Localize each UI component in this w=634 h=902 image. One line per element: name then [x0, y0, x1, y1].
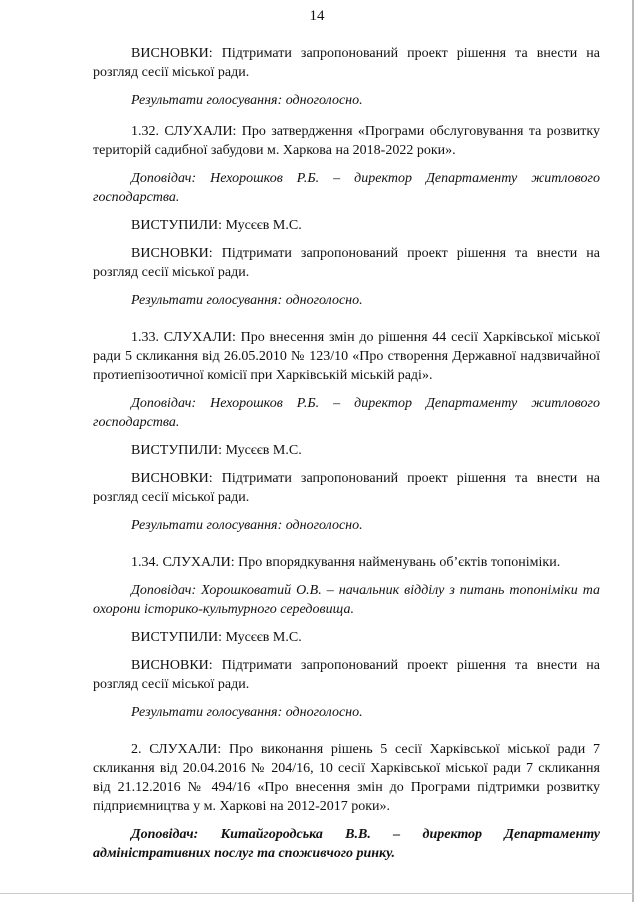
agenda-item-1-33: 1.33. СЛУХАЛИ: Про внесення змін до рішення 44 сесії Харківської міської ради 5 скликання від 26.05.2010 № 123/10 «Про створення Державної надзвичайної протиепізоотичної комісії при Харківській міській раді». — [93, 330, 600, 383]
conclusion-paragraph: ВИСНОВКИ: Підтримати запропонований проект рішення та внести на розгляд сесії міської ради. — [93, 658, 600, 692]
voting-result: Результати голосування: одноголосно. — [131, 93, 363, 108]
conclusion-paragraph: ВИСНОВКИ: Підтримати запропонований проект рішення та внести на розгляд сесії міської ради. — [93, 246, 600, 280]
scan-edge-bottom — [0, 893, 634, 894]
agenda-item-1-32: 1.32. СЛУХАЛИ: Про затвердження «Програми обслуговування та розвитку територій садибної забудови м. Харкова на 2018-2022 роки». — [93, 124, 600, 158]
speakers-paragraph: ВИСТУПИЛИ: Мусєєв М.С. — [131, 630, 302, 645]
page-number: 14 — [309, 8, 325, 24]
speaker-paragraph: Доповідач: Хорошковатий О.В. – начальник відділу з питань топоніміки та охорони історико-культурного середовища. — [93, 583, 600, 617]
agenda-item-1-34: 1.34. СЛУХАЛИ: Про впорядкування найменувань об’єктів топоніміки. — [131, 555, 561, 570]
speakers-paragraph: ВИСТУПИЛИ: Мусєєв М.С. — [131, 218, 302, 233]
voting-result: Результати голосування: одноголосно. — [131, 518, 363, 533]
speaker-paragraph: Доповідач: Нехорошков Р.Б. – директор Департаменту житлового господарства. — [93, 396, 600, 430]
voting-result: Результати голосування: одноголосно. — [131, 293, 363, 308]
speaker-paragraph: Доповідач: Китайгородська В.В. – директор Департаменту адміністративних послуг та споживчого ринку. — [93, 827, 600, 861]
voting-result: Результати голосування: одноголосно. — [131, 705, 363, 720]
agenda-item-2: 2. СЛУХАЛИ: Про виконання рішень 5 сесії Харківської міської ради 7 скликання від 20.04.2016 № 204/16, 10 сесії Харківської міської ради 7 скликання від 21.12.2016 № 494/16 «Про внесення змін до Програми підтримки розвитку підприємництва у м. Харкові на 2012-2017 роки». — [93, 742, 600, 814]
document-body — [93, 44, 600, 863]
speaker-paragraph: Доповідач: Нехорошков Р.Б. – директор Департаменту житлового господарства. — [93, 171, 600, 205]
speakers-paragraph: ВИСТУПИЛИ: Мусєєв М.С. — [131, 443, 302, 458]
conclusion-paragraph: ВИСНОВКИ: Підтримати запропонований проект рішення та внести на розгляд сесії міської ради. — [93, 471, 600, 505]
conclusion-paragraph: ВИСНОВКИ: Підтримати запропонований проект рішення та внести на розгляд сесії міської ради. — [93, 46, 600, 80]
